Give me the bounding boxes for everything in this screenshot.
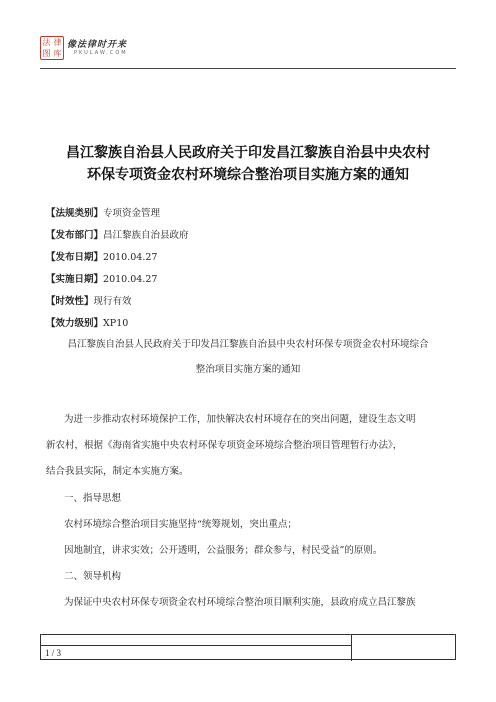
header-divider bbox=[40, 68, 456, 69]
meta-effective-date bbox=[46, 274, 157, 286]
site-logo[interactable] bbox=[40, 36, 148, 62]
section-text: 因地制宜，讲求实效；公开透明，公益服务；群众参与，村民受益”的原则。 bbox=[64, 545, 383, 556]
document-title bbox=[30, 142, 466, 186]
intro-line: 结合我县实际，制定本实施方案。 bbox=[46, 466, 189, 477]
meta-value: XP10 bbox=[103, 318, 129, 329]
title-line: 环保专项资金农村环境综合整治项目实施方案的通知 bbox=[87, 167, 409, 183]
section-heading: 一、指导思想 bbox=[64, 493, 122, 504]
subtitle-line: 整治项目实施方案的通知 bbox=[195, 364, 301, 375]
section-heading: 二、领导机构 bbox=[64, 571, 122, 582]
footer-rule bbox=[351, 635, 352, 661]
meta-value: 专项资金管理 bbox=[103, 208, 161, 219]
meta-validity bbox=[46, 296, 132, 308]
title-line: 昌江黎族自治县人民政府关于印发昌江黎族自治县中央农村 bbox=[66, 145, 430, 161]
meta-key: 【 实施日期 】 bbox=[46, 274, 103, 285]
meta-value: 现行有效 bbox=[93, 296, 132, 307]
meta-key: 【 发布部门 】 bbox=[46, 230, 103, 241]
section-text: 为保证中央农村环保专项资金农村环境综合整治项目顺利实施，县政府成立昌江黎族 bbox=[64, 597, 416, 608]
meta-key: 【 法规类别 】 bbox=[46, 208, 103, 219]
meta-value: 2010.04.27 bbox=[103, 274, 158, 285]
meta-key: 【 发布日期 】 bbox=[46, 252, 103, 263]
meta-value: 2010.04.27 bbox=[103, 252, 158, 263]
brand-slogan: 像法律时开来 bbox=[67, 40, 128, 50]
intro-line: 为进一步推动农村环境保护工作，加快解决农村环境存在的突出问题，建设生态文明 bbox=[64, 414, 416, 425]
page-footer bbox=[40, 634, 456, 660]
seal-icon: 法 律 图 库 bbox=[40, 36, 64, 60]
meta-key: 【 时效性 】 bbox=[46, 296, 94, 307]
page-number: 1 / 3 bbox=[45, 648, 62, 658]
intro-line: 新农村，根据《海南省实施中央农村环保专项资金环境综合整治项目管理暂行办法》， bbox=[46, 440, 403, 451]
footer-rule bbox=[41, 645, 351, 646]
subtitle-line: 昌江黎族自治县人民政府关于印发昌江黎族自治县中央农村环保专项资金农村环境综合 bbox=[67, 339, 429, 350]
meta-category bbox=[46, 208, 160, 220]
meta-publish-date bbox=[46, 252, 157, 264]
meta-issuer bbox=[46, 230, 189, 242]
meta-key: 【 效力级别 】 bbox=[46, 318, 103, 329]
meta-level bbox=[46, 318, 128, 330]
document-subtitle bbox=[36, 332, 460, 382]
brand-domain: PKULAW.COM bbox=[74, 50, 128, 56]
section-text: 农村环境综合整治项目实施坚持“统筹规划，突出重点； bbox=[64, 519, 297, 530]
meta-value: 昌江黎族自治县政府 bbox=[103, 230, 189, 241]
